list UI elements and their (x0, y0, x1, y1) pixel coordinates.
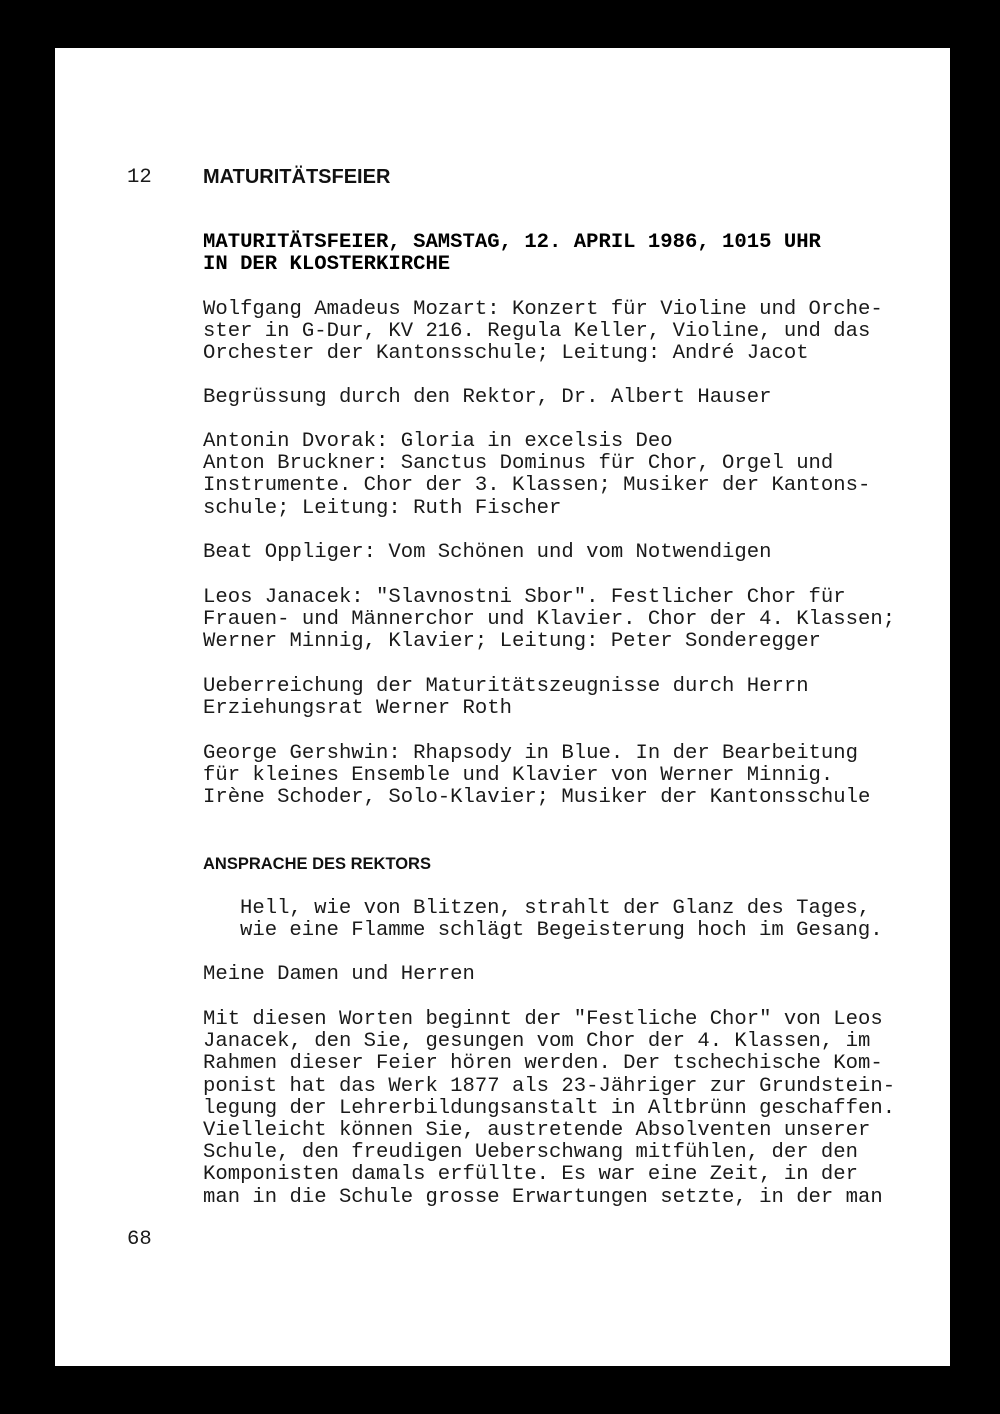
text-line: Leos Janacek: "Slavnostni Sbor". Festlicher Chor für (203, 586, 846, 609)
program-item-dvorak-bruckner (203, 431, 870, 520)
page-number: 68 (127, 1228, 152, 1251)
text-line: Frauen- und Männerchor und Klavier. Chor der 4. Klassen; (203, 608, 896, 632)
program-heading (203, 232, 821, 276)
text-line: Anton Bruckner: Sanctus Dominus für Chor, Orgel und (203, 452, 834, 476)
text-line: ster in G-Dur, KV 216. Regula Keller, Violine, und das (203, 320, 871, 344)
text-line: Janacek, den Sie, gesungen vom Chor der 4. Klassen, im (203, 1030, 871, 1054)
text-line: Ueberreichung der Maturitätszeugnisse durch Herrn (203, 675, 809, 698)
text-line: MATURITÄTSFEIER, SAMSTAG, 12. APRIL 1986, 1015 UHR (203, 231, 821, 254)
text-line: wie eine Flamme schlägt Begeisterung hoch im Gesang. (240, 919, 883, 943)
speech-quote (240, 898, 883, 942)
text-line: für kleines Ensemble und Klavier von Werner Minnig. (203, 764, 834, 788)
speech-body (203, 1009, 895, 1209)
text-line: Schule, den freudigen Ueberschwang mitfühlen, der den (203, 1141, 858, 1165)
text-line: Instrumente. Chor der 3. Klassen; Musiker der Kantons- (203, 474, 871, 498)
text-line: legung der Lehrerbildungsanstalt in Altbrünn geschaffen. (203, 1096, 896, 1120)
text-line: Wolfgang Amadeus Mozart: Konzert für Violine und Orche- (203, 298, 883, 321)
text-line: Werner Minnig, Klavier; Leitung: Peter Sonderegger (203, 630, 821, 654)
text-line: Erziehungsrat Werner Roth (203, 697, 512, 721)
text-line: IN DER KLOSTERKIRCHE (203, 253, 451, 277)
program-item-oppliger (203, 542, 771, 564)
text-line: Mit diesen Worten beginnt der "Festliche Chor" von Leos (203, 1008, 883, 1031)
program-item-diplomas (203, 676, 809, 720)
text-line: Komponisten damals erfüllte. Es war eine Zeit, in der (203, 1163, 858, 1187)
text-line: ponist hat das Werk 1877 als 23-Jähriger zur Grundstein- (203, 1074, 896, 1098)
text-line: Irène Schoder, Solo-Klavier; Musiker der Kantonsschule (203, 786, 871, 810)
program-item-greeting (203, 387, 771, 409)
text-line: man in die Schule grosse Erwartungen setzte, in der man (203, 1185, 883, 1209)
program-item-janacek (203, 587, 895, 654)
text-line: Hell, wie von Blitzen, strahlt der Glanz des Tages, (240, 897, 871, 920)
text-line: Begrüssung durch den Rektor, Dr. Albert Hauser (203, 386, 772, 409)
text-line: Orchester der Kantonsschule; Leitung: André Jacot (203, 342, 809, 366)
text-line: George Gershwin: Rhapsody in Blue. In der Bearbeitung (203, 742, 858, 765)
chapter-title: MATURITÄTSFEIER (203, 166, 391, 188)
speech-salutation: Meine Damen und Herren (203, 963, 475, 986)
speech-heading: ANSPRACHE DES REKTORS (203, 855, 431, 873)
text-line: Antonin Dvorak: Gloria in excelsis Deo (203, 430, 673, 453)
text-line: Rahmen dieser Feier hören werden. Der tschechische Kom- (203, 1052, 883, 1076)
program-item-gershwin (203, 743, 870, 810)
text-line: schule; Leitung: Ruth Fischer (203, 496, 562, 520)
text-line: Beat Oppliger: Vom Schönen und vom Notwendigen (203, 541, 772, 564)
program-item-mozart (203, 299, 883, 366)
text-line: Vielleicht können Sie, austretende Absolventen unserer (203, 1118, 871, 1142)
chapter-number: 12 (127, 166, 152, 189)
